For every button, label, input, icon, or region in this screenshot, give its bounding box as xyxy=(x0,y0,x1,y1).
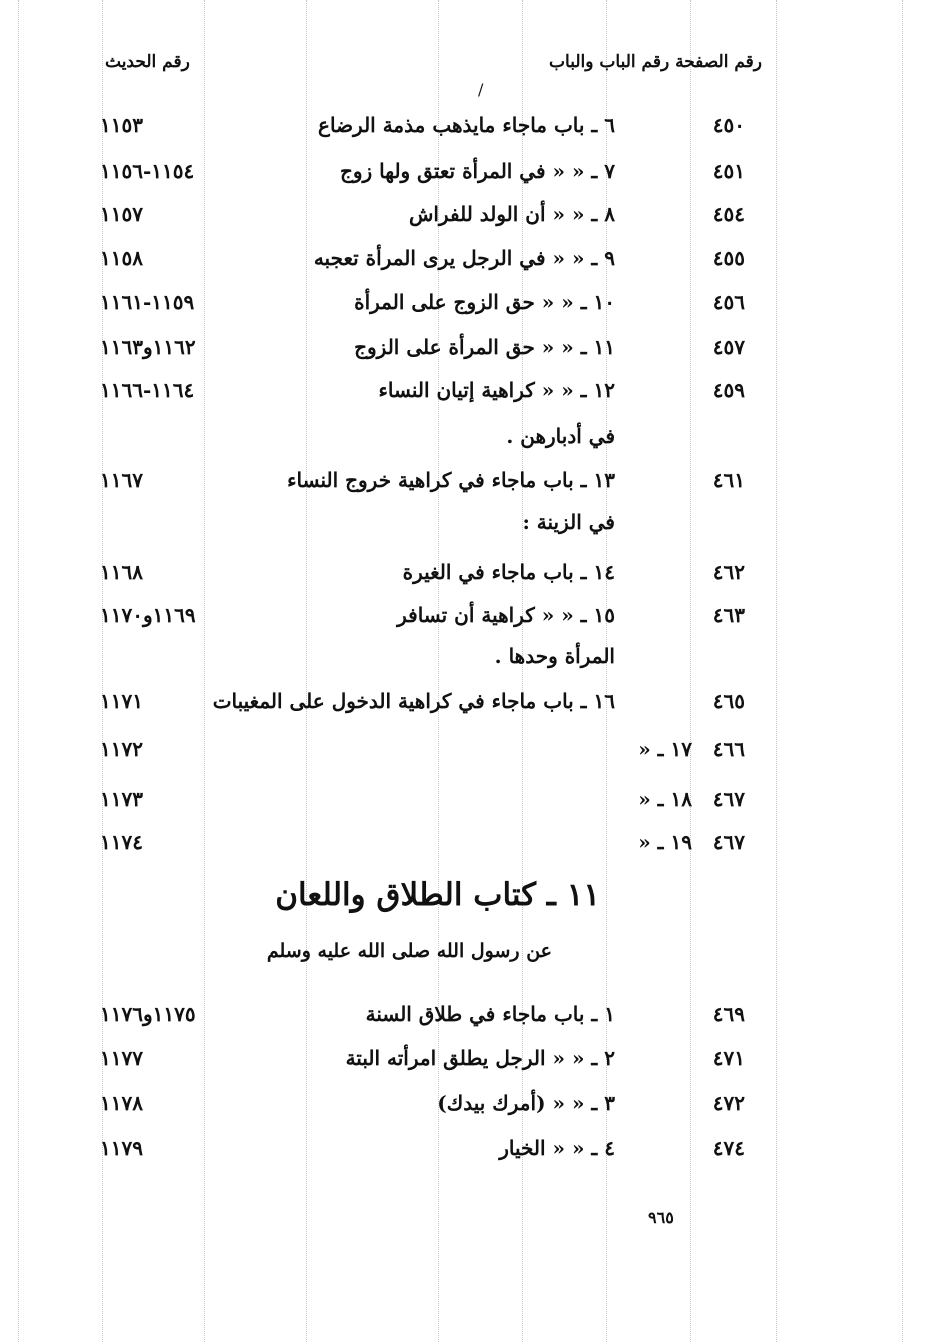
bab-title: ١٧ ـ « xyxy=(638,737,692,761)
bab-title: ١١ ـ « « حق المرأة على الزوج xyxy=(354,335,615,359)
table-row xyxy=(0,824,940,864)
hadith-number: ١١٦٨ xyxy=(100,560,143,584)
page-number: ٤٦٣ xyxy=(712,603,745,627)
table-row xyxy=(0,196,940,236)
bab-title: ١٠ ـ « « حق الزوج على المرأة xyxy=(354,290,615,314)
column-header-page-and-bab: رقم الصفحة رقم الباب والباب xyxy=(549,52,762,72)
table-row xyxy=(0,1130,940,1170)
page-number: ٤٧٢ xyxy=(712,1091,745,1115)
hadith-number: ١١٦٤-١١٦٦ xyxy=(100,378,195,402)
bab-title: ٣ ـ « « (أمرك بيدك) xyxy=(437,1091,615,1115)
footer-page-number: ٩٦٥ xyxy=(648,1208,674,1227)
page-number: ٤٥٦ xyxy=(712,290,745,314)
page-number: ٤٦٢ xyxy=(712,560,745,584)
bab-title: ٧ ـ « « في المرأة تعتق ولها زوج xyxy=(339,159,615,183)
page-number: ٤٥٤ xyxy=(712,202,745,226)
bab-title: ١٩ ـ « xyxy=(638,830,692,854)
table-row xyxy=(0,1085,940,1125)
hadith-number: ١١٦٢و١١٦٣ xyxy=(100,335,196,359)
table-row xyxy=(0,107,940,147)
bab-title: ١ ـ باب ماجاء في طلاق السنة xyxy=(365,1002,615,1026)
hadith-number: ١١٦٧ xyxy=(100,468,143,492)
page-number: ٤٥١ xyxy=(712,159,745,183)
hadith-number: ١١٧١ xyxy=(100,689,143,713)
hadith-number: ١١٧٨ xyxy=(100,1091,143,1115)
table-row xyxy=(0,240,940,280)
chapter-heading: ١١ ـ كتاب الطلاق واللعان xyxy=(275,877,600,913)
page-number: ٤٦٩ xyxy=(712,1002,745,1026)
bab-title: ٦ ـ باب ماجاء مايذهب مذمة الرضاع xyxy=(318,113,615,137)
page-number: ٤٧٤ xyxy=(712,1136,745,1160)
hadith-number: ١١٧٣ xyxy=(100,787,143,811)
table-row xyxy=(0,462,940,502)
bab-title: ٩ ـ « « في الرجل يرى المرأة تعجبه xyxy=(313,246,615,270)
hadith-number: ١١٥٤-١١٥٦ xyxy=(100,159,195,183)
table-row xyxy=(0,554,940,594)
table-row xyxy=(0,683,940,723)
column-header-hadith-number: رقم الحديث xyxy=(105,52,190,72)
page-number: ٤٦٦ xyxy=(712,737,745,761)
hadith-number: ١١٥٩-١١٦١ xyxy=(100,290,195,314)
hadith-number: ١١٧٩ xyxy=(100,1136,143,1160)
page-number: ٤٥٥ xyxy=(712,246,745,270)
bab-title: ٤ ـ « « الخيار xyxy=(499,1136,615,1160)
page-number: ٤٦١ xyxy=(712,468,745,492)
bab-title: ١٨ ـ « xyxy=(638,787,692,811)
table-row xyxy=(0,153,940,193)
bab-title: ٨ ـ « « أن الولد للفراش xyxy=(408,202,615,226)
table-row xyxy=(0,284,940,324)
table-row xyxy=(0,781,940,821)
table-row xyxy=(0,372,940,412)
hadith-number: ١١٥٣ xyxy=(100,113,143,137)
bab-title-continuation: في الزينة : xyxy=(522,510,615,534)
hadith-number: ١١٧٤ xyxy=(100,830,143,854)
table-row xyxy=(0,329,940,369)
table-row xyxy=(0,996,940,1036)
bab-title: ٢ ـ « « الرجل يطلق امرأته البتة xyxy=(345,1046,615,1070)
bab-title: ١٣ ـ باب ماجاء في كراهية خروج النساء xyxy=(287,468,615,492)
bab-title: ١٤ ـ باب ماجاء في الغيرة xyxy=(402,560,615,584)
page-number: ٤٦٥ xyxy=(712,689,745,713)
table-row xyxy=(0,597,940,637)
hadith-number: ١١٦٩و١١٧٠ xyxy=(100,603,196,627)
hadith-number: ١١٥٧ xyxy=(100,202,143,226)
page-number: ٤٥٠ xyxy=(712,113,745,137)
table-row xyxy=(0,1040,940,1080)
bab-title: ١٦ ـ باب ماجاء في كراهية الدخول على المغيبات xyxy=(212,689,615,713)
hadith-number: ١١٥٨ xyxy=(100,246,143,270)
page-number: ٤٧١ xyxy=(712,1046,745,1070)
bab-title-continuation: المرأة وحدها . xyxy=(494,644,615,668)
page-number: ٤٦٧ xyxy=(712,787,745,811)
table-row xyxy=(0,731,940,771)
bab-title: ١٢ ـ « « كراهية إتيان النساء xyxy=(378,378,615,402)
hadith-number: ١١٧٢ xyxy=(100,737,143,761)
page-number: ٤٥٩ xyxy=(712,378,745,402)
chapter-subheading: عن رسول الله صلى الله عليه وسلم xyxy=(266,940,552,962)
hadith-number: ١١٧٥و١١٧٦ xyxy=(100,1002,196,1026)
page-number: ٤٥٧ xyxy=(712,335,745,359)
hadith-number: ١١٧٧ xyxy=(100,1046,143,1070)
bab-title: ١٥ ـ « « كراهية أن تسافر xyxy=(397,603,615,627)
bab-title-continuation: في أدبارهن . xyxy=(506,424,615,448)
page-number: ٤٦٧ xyxy=(712,830,745,854)
margin-mark: / xyxy=(478,80,484,99)
